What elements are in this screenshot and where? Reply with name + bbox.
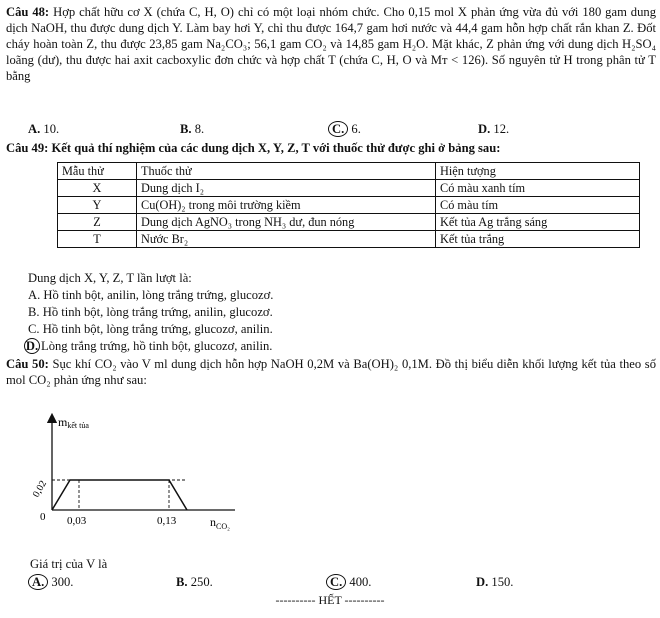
q49-option-b[interactable]: B. Hồ tinh bột, lòng trắng trứng, anilin, glucozơ.: [28, 305, 273, 319]
q49-option-c[interactable]: C. Hồ tinh bột, lòng trắng trứng, glucozơ, anilin.: [28, 322, 273, 336]
q50-option-b[interactable]: B. 250.: [176, 575, 213, 589]
results-table: [57, 162, 640, 248]
q48-option-d[interactable]: D. 12.: [478, 122, 510, 136]
question-49-answers: [25, 270, 274, 355]
y-tick-label: 0,02: [30, 478, 50, 500]
q50-option-c[interactable]: C. 400.: [326, 574, 371, 590]
table-header: Mẫu thử: [58, 163, 137, 180]
q48-option-c[interactable]: C. 6.: [328, 121, 361, 137]
table-cell: Kết tủa Ag trắng sáng: [436, 214, 640, 231]
question-48-label: Câu 48:: [6, 5, 50, 19]
table-row: [58, 197, 640, 214]
precipitate-curve: [52, 480, 187, 510]
table-cell: Dung dịch AgNO₃ trong NH₃ dư, đun nóng: [137, 214, 436, 231]
precipitate-graph: [30, 412, 290, 542]
question-49: [6, 140, 656, 156]
answer-circle: A.: [28, 574, 48, 590]
table-cell: Có màu xanh tím: [436, 180, 640, 197]
table-cell: Cu(OH)₂ trong môi trường kiềm: [137, 197, 436, 214]
y-axis-label: mkết tủa: [58, 415, 89, 430]
x-tick-label: 0,03: [67, 515, 87, 527]
table-row: [58, 180, 640, 197]
end-marker: ---------- HẾT ----------: [275, 593, 385, 607]
x-axis-label: $n_{CO_2}$: [210, 515, 230, 531]
table-header-row: [58, 163, 640, 180]
question-49-body: Kết quả thí nghiệm của các dung dịch X, Y, Z, T với thuốc thử được ghi ở bảng sau:: [51, 141, 501, 155]
table-header: Hiện tượng: [436, 163, 640, 180]
question-49-label: Câu 49:: [6, 141, 49, 155]
table-cell: Nước Br₂: [137, 231, 436, 248]
question-50: [6, 356, 656, 388]
table-cell: T: [58, 231, 137, 248]
table-cell: Y: [58, 197, 137, 214]
q48-option-b[interactable]: B. 8.: [180, 122, 205, 136]
table-row: [58, 231, 640, 248]
question-50-prompt: Giá trị của V là: [30, 557, 108, 571]
q50-option-a[interactable]: A. 300.: [28, 574, 73, 590]
table-header: Thuốc thử: [137, 163, 436, 180]
q48-option-a[interactable]: A. 10.: [28, 122, 60, 136]
origin-label: 0: [40, 511, 46, 523]
question-50-label: Câu 50:: [6, 357, 49, 371]
answer-circle: D.: [25, 339, 39, 353]
x-tick-label: 0,13: [157, 515, 177, 527]
table-cell: Dung dịch I₂: [137, 180, 436, 197]
question-48-body: Hợp chất hữu cơ X (chứa C, H, O) chỉ có một loại nhóm chức. Cho 0,15 mol X phản ứng vừa đủ với 180 gam dung dịch NaOH, thu được dung dịch Y. Làm bay hơi Y, chỉ thu được 164,7 gam hơi nước và 44,4 gam hỗn hợp chất rắn khan Z. Đốt cháy hoàn toàn Z, thu được 23,85 gam Na₂CO₃; 56,1 gam CO₂ và 14,85 gam H₂O. Mặt khác, Z phản ứng với dung dịch H₂SO₄ loãng (dư), thu được hai axit cacboxylic đơn chức và hợp chất T (chứa C, H, O và Mᴛ < 126). Số nguyên tử H trong phân tử T bằng: [6, 5, 656, 83]
q49-option-d[interactable]: D. Lòng trắng trứng, hồ tinh bột, glucozơ, anilin.: [25, 339, 273, 353]
question-50-options: [28, 574, 648, 590]
q49-option-a[interactable]: A. Hồ tinh bột, anilin, lòng trắng trứng, glucozơ.: [28, 288, 274, 302]
question-50-body: Sục khí CO₂ vào V ml dung dịch hỗn hợp NaOH 0,2M và Ba(OH)₂ 0,1M. Đồ thị biểu diễn khối lượng kết tủa theo số mol CO₂ phản ứng như sau:: [6, 357, 657, 387]
table-cell: X: [58, 180, 137, 197]
question-48: [6, 4, 656, 84]
table-cell: Có màu tím: [436, 197, 640, 214]
table-row: [58, 214, 640, 231]
dashed-guides: [52, 480, 187, 510]
answer-circle: C.: [328, 121, 348, 137]
table-cell: Z: [58, 214, 137, 231]
question-48-options: [28, 121, 648, 137]
table-cell: Kết tủa trắng: [436, 231, 640, 248]
question-49-prompt: Dung dịch X, Y, Z, T lần lượt là:: [28, 271, 192, 285]
q50-option-d[interactable]: D. 150.: [476, 575, 514, 589]
question-50-answers: [30, 556, 107, 573]
